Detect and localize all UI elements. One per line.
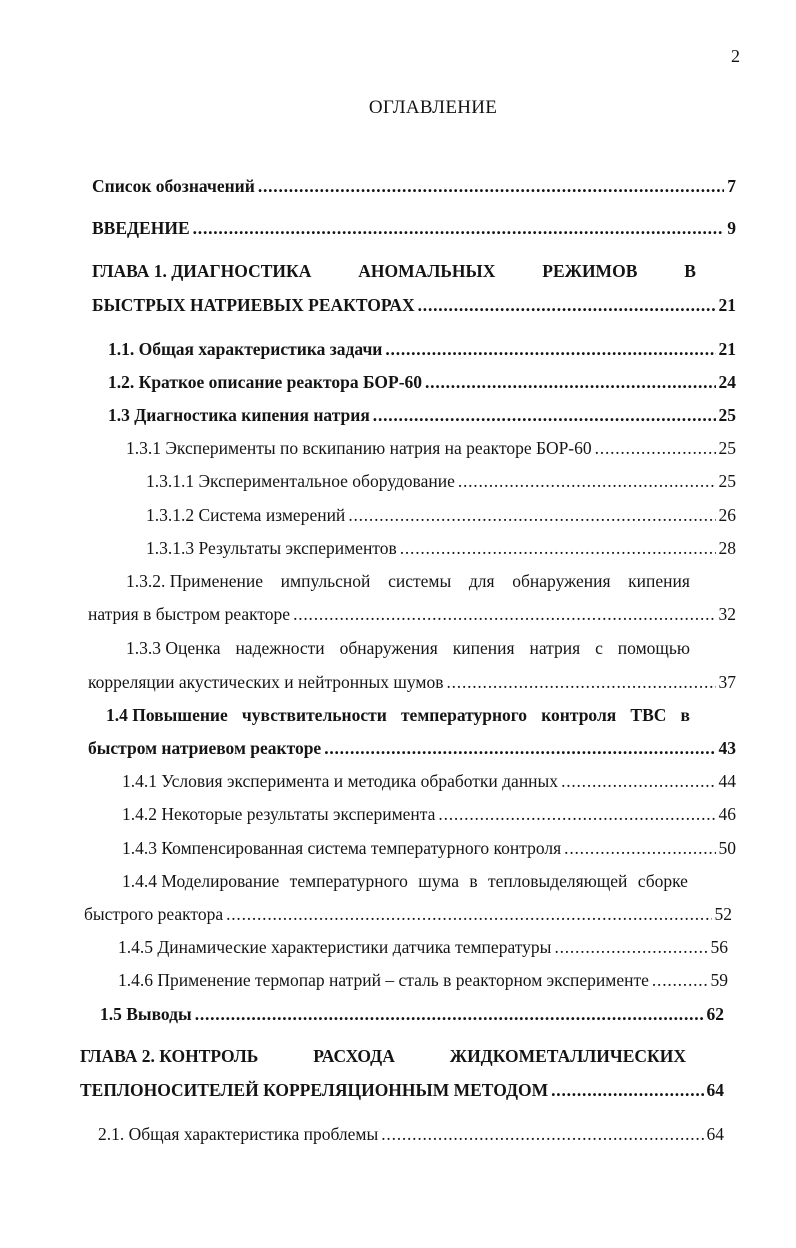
leader-dots [400,538,716,558]
leader-dots [551,1080,703,1100]
toc-entry[interactable] [108,405,736,425]
leader-dots [554,937,707,957]
entry-word: сборке [637,871,688,891]
toc-entry-page: 25 [718,405,736,425]
leader-dots [561,771,715,791]
toc-entry[interactable] [122,804,736,824]
chapter-heading-line [92,261,696,281]
toc-entry-page: 44 [718,771,736,791]
chapter-heading-line [80,1046,686,1066]
toc-entry-page: 37 [718,672,736,692]
leader-dots [458,471,716,491]
toc-entry[interactable] [80,1080,724,1100]
toc-entry-label: 1.2. Краткое описание реактора БОР-60 [108,372,423,392]
toc-entry-page: 52 [714,904,732,924]
toc-entry-label: БЫСТРЫХ НАТРИЕВЫХ РЕАКТОРАХ [92,295,415,315]
toc-entry[interactable] [98,1124,724,1144]
entry-word: шума [418,871,459,891]
toc-entry-page: 21 [718,295,736,315]
toc-entry[interactable] [126,438,736,458]
toc-entry-page: 62 [706,1004,724,1024]
leader-dots [293,604,715,624]
toc-entry-page: 59 [710,970,728,990]
entry-word: с [595,638,603,658]
toc-entry-label: быстром натриевом реакторе [88,738,322,758]
leader-dots [425,372,715,392]
toc-entry-label: Список обозначений [92,176,255,196]
toc-entry[interactable] [146,505,736,525]
entry-word: чувствительности [241,705,387,725]
entry-word: помощью [617,638,690,658]
heading-word: РЕЖИМОВ [542,261,638,281]
leader-dots [258,176,724,196]
toc-entry-page: 32 [718,604,736,624]
toc-entry-label: 1.3.1.3 Результаты экспериментов [146,538,397,558]
leader-dots [447,672,716,692]
toc-entry[interactable] [88,738,736,758]
toc-entry-label: 1.3.1 Эксперименты по вскипанию натрия на реакторе БОР-60 [126,438,592,458]
toc-entry[interactable] [100,1004,724,1024]
toc-entry-label: корреляции акустических и нейтронных шумов [88,672,444,692]
leader-dots [652,970,708,990]
entry-word: обнаружения [512,571,611,591]
leader-dots [385,339,715,359]
toc-entry-first-line [126,571,690,591]
entry-word: обнаружения [339,638,438,658]
toc-entry-page: 46 [718,804,736,824]
entry-word: кипения [452,638,515,658]
leader-dots [348,505,715,525]
toc-entry-label: 1.4.5 Динамические характеристики датчика температуры [118,937,552,957]
toc-entry-label: 1.4.6 Применение термопар натрий – сталь в реакторном эксперименте [118,970,649,990]
toc-entry-page: 50 [718,838,736,858]
toc-entry[interactable] [92,218,736,238]
toc-entry[interactable] [146,538,736,558]
heading-word: В [684,261,696,281]
toc-entry[interactable] [118,970,728,990]
entry-word: ТВС [630,705,667,725]
toc-entry-label: 1.4.1 Условия эксперимента и методика обработки данных [122,771,559,791]
toc-entry-first-line [126,638,690,658]
toc-entry[interactable] [84,904,732,924]
toc-entry-label: натрия в быстром реакторе [88,604,291,624]
entry-word: в [680,705,690,725]
entry-word: контроля [541,705,617,725]
toc-entry[interactable] [146,471,736,491]
toc-entry-first-line [106,705,690,725]
entry-word: 1.4.4 Моделирование [122,871,280,891]
entry-word: 1.4 Повышение [106,705,228,725]
entry-word: тепловыделяющей [487,871,628,891]
leader-dots [418,295,716,315]
toc-entry-label: 1.3.1.1 Экспериментальное оборудование [146,471,455,491]
toc-entry-page: 26 [718,505,736,525]
leader-dots [564,838,715,858]
toc-entry-label: 1.4.2 Некоторые результаты эксперимента [122,804,436,824]
toc-entry-page: 25 [718,438,736,458]
leader-dots [438,804,715,824]
toc-entry[interactable] [88,604,736,624]
toc-entry[interactable] [108,372,736,392]
entry-word: кипения [628,571,690,591]
toc-entry-label: 2.1. Общая характеристика проблемы [98,1124,379,1144]
toc-entry-page: 28 [718,538,736,558]
heading-word: ГЛАВА 2. КОНТРОЛЬ [80,1046,259,1066]
toc-entry-label: ТЕПЛОНОСИТЕЛЕЙ КОРРЕЛЯЦИОННЫМ МЕТОДОМ [80,1080,549,1100]
toc-entry-page: 56 [710,937,728,957]
toc-entry[interactable] [122,838,736,858]
toc-entry-page: 64 [706,1124,724,1144]
toc-entry[interactable] [92,295,736,315]
toc-entry[interactable] [92,176,736,196]
toc-entry[interactable] [88,672,736,692]
entry-word: для [468,571,495,591]
entry-word: температурного [289,871,408,891]
toc-entry-label: 1.5 Выводы [100,1004,192,1024]
heading-word: АНОМАЛЬНЫХ [358,261,496,281]
entry-word: 1.3.3 Оценка [126,638,221,658]
heading-word: ГЛАВА 1. ДИАГНОСТИКА [92,261,312,281]
toc-entry-page: 25 [718,471,736,491]
entry-word: натрия [529,638,581,658]
toc-entry-page: 43 [718,738,736,758]
toc-entry-label: 1.1. Общая характеристика задачи [108,339,383,359]
toc-entry-label: быстрого реактора [84,904,224,924]
leader-dots [373,405,716,425]
heading-word: РАСХОДА [313,1046,395,1066]
toc-entry-label: 1.3 Диагностика кипения натрия [108,405,370,425]
entry-word: системы [388,571,452,591]
toc-entry-label: 1.4.3 Компенсированная система температурного контроля [122,838,562,858]
entry-word: надежности [235,638,325,658]
page-number: 2 [731,46,740,66]
leader-dots [195,1004,704,1024]
toc-entry-page: 21 [718,339,736,359]
leader-dots [595,438,716,458]
entry-word: импульсной [280,571,371,591]
entry-word: температурного [400,705,528,725]
toc-entry[interactable] [118,937,728,957]
toc-entry-page: 9 [727,218,736,238]
toc-entry-page: 7 [727,176,736,196]
leader-dots [324,738,715,758]
toc-entry[interactable] [108,339,736,359]
toc-entry-label: 1.3.1.2 Система измерений [146,505,346,525]
page-title: ОГЛАВЛЕНИЕ [368,97,498,118]
toc-entry[interactable] [122,771,736,791]
heading-word: ЖИДКОМЕТАЛЛИЧЕСКИХ [449,1046,686,1066]
toc-entry-page: 24 [718,372,736,392]
entry-word: в [469,871,478,891]
toc-entry-page: 64 [706,1080,724,1100]
toc-entry-first-line [122,871,688,891]
leader-dots [226,904,711,924]
leader-dots [381,1124,703,1144]
toc-entry-label: ВВЕДЕНИЕ [92,218,190,238]
entry-word: 1.3.2. Применение [126,571,263,591]
leader-dots [193,218,725,238]
